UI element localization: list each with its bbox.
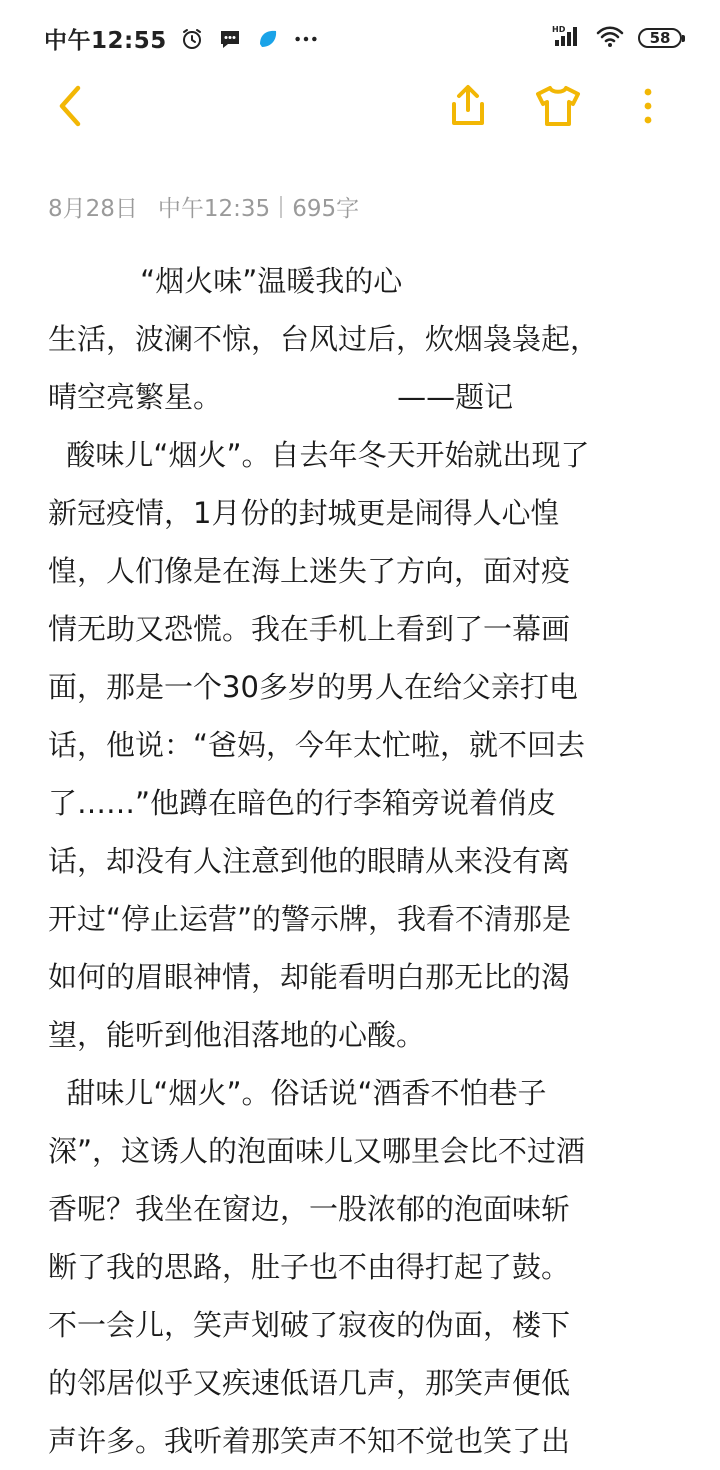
note-meta <box>48 190 359 223</box>
note-line: 香呢？我坐在窗边，一股浓郁的泡面味斩 <box>48 1192 571 1226</box>
status-right <box>552 24 682 52</box>
note-line: 面，那是一个30多岁的男人在给父亲打电 <box>48 670 578 704</box>
theme-button[interactable] <box>530 78 586 134</box>
svg-text:HD: HD <box>552 25 566 34</box>
note-line: 望，能听到他泪落地的心酸。 <box>48 1018 426 1052</box>
note-line: 新冠疫情，1月份的封城更是闹得人心惶 <box>48 496 560 530</box>
note-line: 声许多。我听着那笑声不知不觉也笑了出 <box>48 1424 571 1458</box>
note-date: 8月28日 <box>48 196 138 222</box>
note-line: 不一会儿，笑声划破了寂夜的伪面，楼下 <box>48 1308 571 1342</box>
more-options-button[interactable] <box>620 78 676 134</box>
note-line: 酸味儿“烟火”。自去年冬天开始就出现了 <box>48 438 590 472</box>
app-notification-icon <box>255 26 281 52</box>
note-line: 情无助又恐慌。我在手机上看到了一幕画 <box>48 612 571 646</box>
note-word-count: 695字 <box>292 196 360 222</box>
note-body[interactable] <box>48 252 688 1470</box>
tshirt-icon <box>532 82 584 130</box>
note-title-line: “烟火味”温暖我的心 <box>48 264 403 298</box>
status-left <box>44 22 319 55</box>
message-icon <box>217 26 243 52</box>
status-time: 中午12:55 <box>44 28 167 54</box>
alarm-clock-icon <box>179 26 205 52</box>
note-line: 惶，人们像是在海上迷失了方向，面对疫 <box>48 554 571 588</box>
more-dots-icon <box>293 26 319 52</box>
back-button[interactable] <box>42 78 98 134</box>
share-icon <box>444 82 492 130</box>
note-line: 断了我的思路，肚子也不由得打起了鼓。 <box>48 1250 571 1284</box>
note-line: 如何的眉眼神情，却能看明白那无比的渴 <box>48 960 571 994</box>
hd-signal-icon <box>552 24 582 52</box>
note-line: 深”，这诱人的泡面味儿又哪里会比不过酒 <box>48 1134 586 1168</box>
note-line: 生活，波澜不惊，台风过后，炊烟袅袅起， <box>48 322 600 356</box>
note-line: 话，他说：“爸妈，今年太忙啦，就不回去 <box>48 728 586 762</box>
note-line: 甜味儿“烟火”。俗话说“酒香不怕巷子 <box>48 1076 547 1110</box>
vertical-dots-icon <box>638 82 658 130</box>
meta-divider <box>280 196 282 218</box>
note-line: 了……”他蹲在暗色的行李箱旁说着俏皮 <box>48 786 557 820</box>
note-time: 中午12:35 <box>157 196 271 222</box>
wifi-icon <box>596 24 624 52</box>
note-line: 晴空亮繁星。 ——题记 <box>48 380 514 414</box>
note-line: 开过“停止运营”的警示牌，我看不清那是 <box>48 902 572 936</box>
note-toolbar <box>0 72 720 138</box>
note-line: 的邻居似乎又疾速低语几声，那笑声便低 <box>48 1366 571 1400</box>
share-button[interactable] <box>440 78 496 134</box>
status-bar <box>0 0 720 72</box>
battery-indicator: 58 <box>638 28 682 48</box>
chevron-left-icon <box>50 82 90 130</box>
note-line: 话，却没有人注意到他的眼睛从来没有离 <box>48 844 571 878</box>
